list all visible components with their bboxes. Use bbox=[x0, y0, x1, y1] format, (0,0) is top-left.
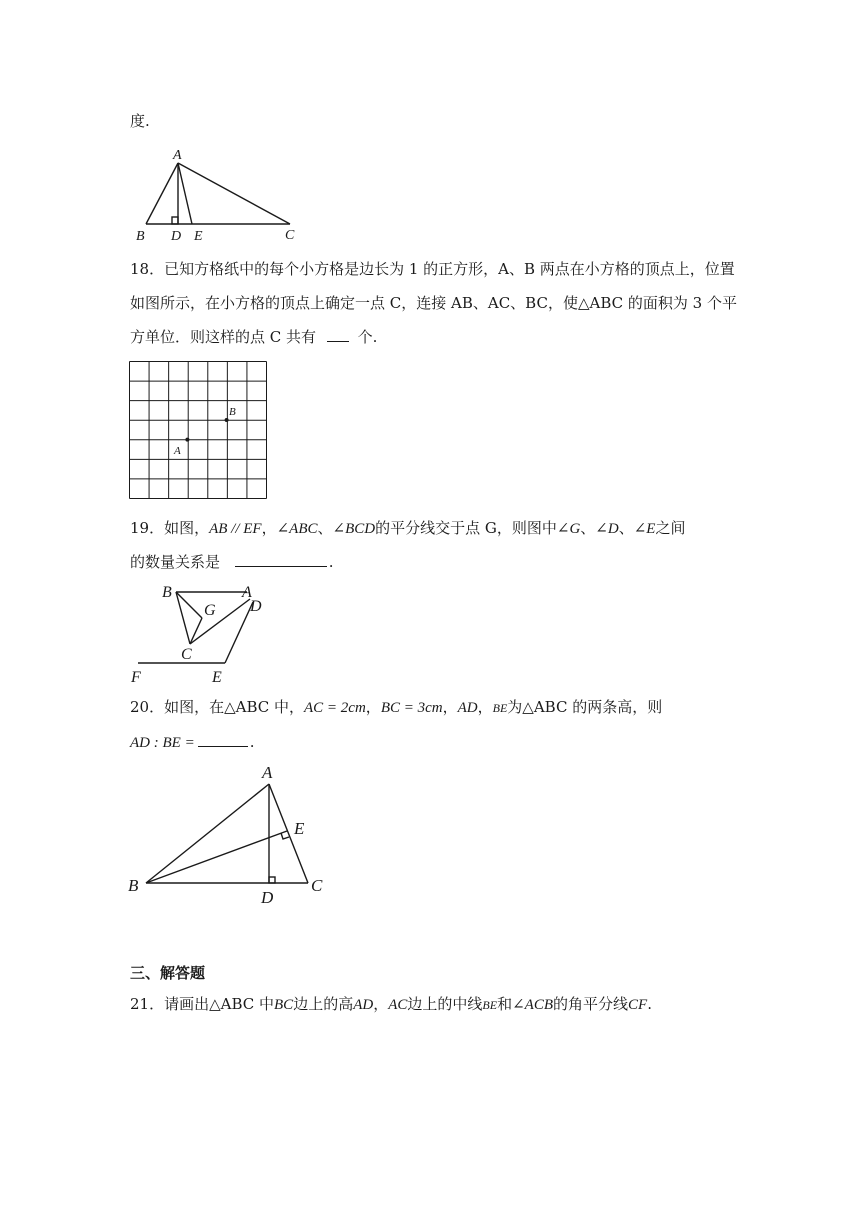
q18-line-3 bbox=[130, 326, 377, 348]
q20-end: . bbox=[249, 733, 255, 751]
fig18-point-a bbox=[185, 438, 189, 442]
q21-cf: CF bbox=[628, 997, 648, 1013]
q19-angle-g: ∠G bbox=[556, 521, 581, 537]
fig20-label-a: A bbox=[262, 763, 273, 782]
fig20-label-c: C bbox=[311, 876, 323, 895]
q19-ab-parallel-ef: AB // EF bbox=[209, 521, 262, 537]
q21-line bbox=[130, 993, 652, 1016]
q20-line-1 bbox=[130, 696, 662, 719]
q20-prefix: 20．如图，在△ABC 中， bbox=[130, 698, 305, 716]
q21-t3: 边上的中线 bbox=[407, 995, 483, 1013]
q19-answer-blank[interactable] bbox=[235, 552, 327, 567]
fig18-point-b bbox=[225, 418, 229, 422]
q21-bc: BC bbox=[274, 997, 294, 1013]
q21-prefix: 21．请画出△ABC 中 bbox=[130, 995, 275, 1013]
q20-answer-blank[interactable] bbox=[198, 732, 248, 747]
q18-line-3-text: 方单位．则这样的点 C 共有 bbox=[130, 328, 317, 346]
q20-c3: ， bbox=[477, 698, 493, 716]
fig19-label-e: E bbox=[212, 669, 222, 686]
figure-17-triangle bbox=[128, 145, 308, 245]
fig20-label-b: B bbox=[128, 876, 139, 895]
q19-angle-e: ∠E bbox=[633, 521, 656, 537]
q18-line-3-end: 个. bbox=[357, 328, 378, 346]
q21-angle-acb: ∠ACB bbox=[512, 997, 553, 1013]
q21-t2: ， bbox=[373, 995, 389, 1013]
fig17-label-d: D bbox=[171, 229, 182, 244]
q20-ratio: AD : BE = bbox=[130, 735, 195, 751]
q18-answer-blank[interactable] bbox=[327, 327, 349, 342]
fig19-label-b: B bbox=[162, 584, 172, 601]
q18-line-2: 如图所示，在小方格的顶点上确定一点 C，连接 AB、AC、BC，使△ABC 的面积为 3 个平 bbox=[130, 294, 737, 312]
q19-line-1 bbox=[130, 517, 685, 540]
fig20-label-e: E bbox=[294, 819, 305, 838]
fig17-label-b: B bbox=[136, 229, 145, 244]
q21-t5: 的角平分线 bbox=[553, 995, 629, 1013]
fig17-label-c: C bbox=[285, 228, 295, 243]
fig18-label-a: A bbox=[174, 445, 181, 457]
q19-angle-bcd: ∠BCD bbox=[332, 521, 376, 537]
q20-bc: BC = 3cm bbox=[380, 700, 443, 716]
q19-dun-1: 、 bbox=[317, 519, 333, 537]
fig19-label-f: F bbox=[131, 669, 141, 686]
q20-be: BE bbox=[492, 701, 508, 715]
q21-ad: AD bbox=[353, 997, 374, 1013]
fig17-label-e: E bbox=[194, 229, 203, 244]
q20-line-2 bbox=[130, 731, 254, 754]
q19-dun-2: 、 bbox=[580, 519, 596, 537]
q19-sep: ， bbox=[261, 519, 277, 537]
q21-t4: 和 bbox=[497, 995, 513, 1013]
q19-angle-abc: ∠ABC bbox=[276, 521, 318, 537]
q17-tail-text: 度. bbox=[130, 112, 150, 130]
q21-t1: 边上的高 bbox=[293, 995, 354, 1013]
q21-be: BE bbox=[482, 998, 498, 1012]
q19-suffix: 之间 bbox=[655, 519, 686, 537]
q18-line-1: 18．已知方格纸中的每个小方格是边长为 1 的正方形，A、B 两点在小方格的顶点上，位置 bbox=[130, 260, 735, 278]
fig20-label-d: D bbox=[261, 888, 274, 907]
figure-20 bbox=[126, 760, 336, 910]
q19-end: . bbox=[328, 553, 334, 571]
fig19-label-c: C bbox=[181, 646, 192, 663]
fig19-label-d: D bbox=[250, 598, 262, 615]
q19-angle-d: ∠D bbox=[595, 521, 619, 537]
q20-ad: AD bbox=[457, 700, 478, 716]
fig17-label-a: A bbox=[173, 148, 182, 163]
section-3-heading: 三、解答题 bbox=[130, 964, 206, 982]
q21-ac: AC bbox=[388, 997, 408, 1013]
q21-end: . bbox=[647, 995, 652, 1013]
q19-line-2-text: 的数量关系是 bbox=[130, 553, 221, 571]
q19-line-2 bbox=[130, 551, 334, 573]
q19-dun-3: 、 bbox=[618, 519, 634, 537]
q20-c1: ， bbox=[365, 698, 381, 716]
fig18-label-b: B bbox=[229, 406, 236, 418]
figure-19 bbox=[128, 580, 278, 686]
q19-mid: 的平分线交于点 G，则图中 bbox=[375, 519, 557, 537]
fig19-label-a: A bbox=[242, 584, 252, 601]
q19-prefix: 19．如图， bbox=[130, 519, 210, 537]
q20-suffix: 为△ABC 的两条高，则 bbox=[507, 698, 663, 716]
q20-ac: AC = 2cm bbox=[304, 700, 366, 716]
q20-c2: ， bbox=[442, 698, 458, 716]
figure-18-grid bbox=[129, 361, 267, 499]
fig19-label-g: G bbox=[204, 602, 216, 619]
